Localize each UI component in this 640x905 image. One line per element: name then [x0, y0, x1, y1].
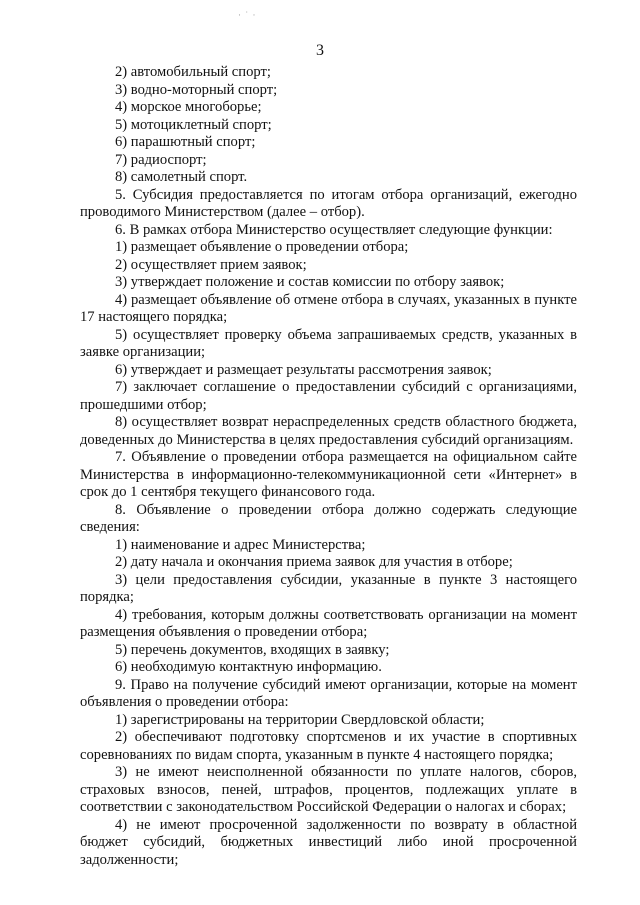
- paragraph: 3) утверждает положение и состав комиссии по отбору заявок;: [115, 274, 505, 290]
- paragraph: 6) необходимую контактную информацию.: [115, 659, 382, 675]
- paragraph: 6. В рамках отбора Министерство осуществляет следующие функции:: [115, 221, 553, 238]
- paragraph: 3) водно-моторный спорт;: [115, 81, 278, 98]
- scan-artifact: · ˙ ·: [238, 10, 257, 20]
- paragraph: 5) перечень документов, входящих в заявку;: [115, 641, 390, 658]
- paragraph: 3) цели предоставления субсидии, указанные в пункте 3 настоящего порядка;: [80, 571, 577, 605]
- paragraph: 1) зарегистрированы на территории Свердловской области;: [115, 711, 485, 728]
- paragraph: 5) осуществляет проверку объема запрашиваемых средств, указанных в заявке организации;: [80, 326, 577, 360]
- paragraph: 1) наименование и адрес Министерства;: [115, 536, 366, 553]
- paragraph: 2) дату начала и окончания приема заявок для участия в отборе;: [115, 554, 513, 570]
- paragraph: 4) морское многоборье;: [115, 99, 262, 115]
- paragraph: 6) утверждает и размещает результаты рассмотрения заявок;: [115, 361, 492, 378]
- document-body: [80, 64, 577, 869]
- paragraph: 8. Объявление о проведении отбора должно содержать следующие сведения:: [80, 501, 577, 535]
- paragraph: 1) размещает объявление о проведении отбора;: [115, 239, 409, 255]
- paragraph: 7) заключает соглашение о предоставлении субсидий с организациями, прошедшими отбор;: [80, 379, 577, 413]
- paragraph: 7. Объявление о проведении отбора размещается на официальном сайте Министерства в информационно-телекоммуникационной сети «Интернет» в срок до 1 сентября текущего финансового года.: [80, 449, 577, 500]
- paragraph: 4) требования, которым должны соответствовать организации на момент размещения объявления о проведении отбора;: [80, 606, 577, 640]
- paragraph: 8) осуществляет возврат нераспределенных средств областного бюджета, доведенных до Министерства в целях предоставления субсидий организациям.: [80, 414, 577, 448]
- paragraph: 6) парашютный спорт;: [115, 134, 256, 150]
- paragraph: 5) мотоциклетный спорт;: [115, 116, 272, 133]
- paragraph: 9. Право на получение субсидий имеют организации, которые на момент объявления о проведении отбора:: [80, 676, 577, 710]
- paragraph: 8) самолетный спорт.: [115, 169, 248, 185]
- paragraph: 4) размещает объявление об отмене отбора в случаях, указанных в пункте 17 настоящего порядка;: [80, 291, 577, 325]
- paragraph: 2) обеспечивают подготовку спортсменов и их участие в спортивных соревнованиях по видам спорта, указанным в пункте 4 настоящего порядка;: [80, 729, 577, 763]
- paragraph: 7) радиоспорт;: [115, 151, 207, 168]
- paragraph: 2) автомобильный спорт;: [115, 64, 271, 80]
- paragraph: 5. Субсидия предоставляется по итогам отбора организаций, ежегодно проводимого Министерством (далее – отбор).: [80, 186, 577, 220]
- paragraph: 3) не имеют неисполненной обязанности по уплате налогов, сборов, страховых взносов, пеней, штрафов, процентов, подлежащих уплате в соответствии с законодательством Российской Федерации о налогах и сборах;: [80, 764, 577, 815]
- paragraph: 4) не имеют просроченной задолженности по возврату в областной бюджет субсидий, бюджетных инвестиций либо иной просроченной задолженности;: [80, 816, 577, 868]
- page-number: 3: [316, 42, 324, 59]
- paragraph: 2) осуществляет прием заявок;: [115, 256, 307, 273]
